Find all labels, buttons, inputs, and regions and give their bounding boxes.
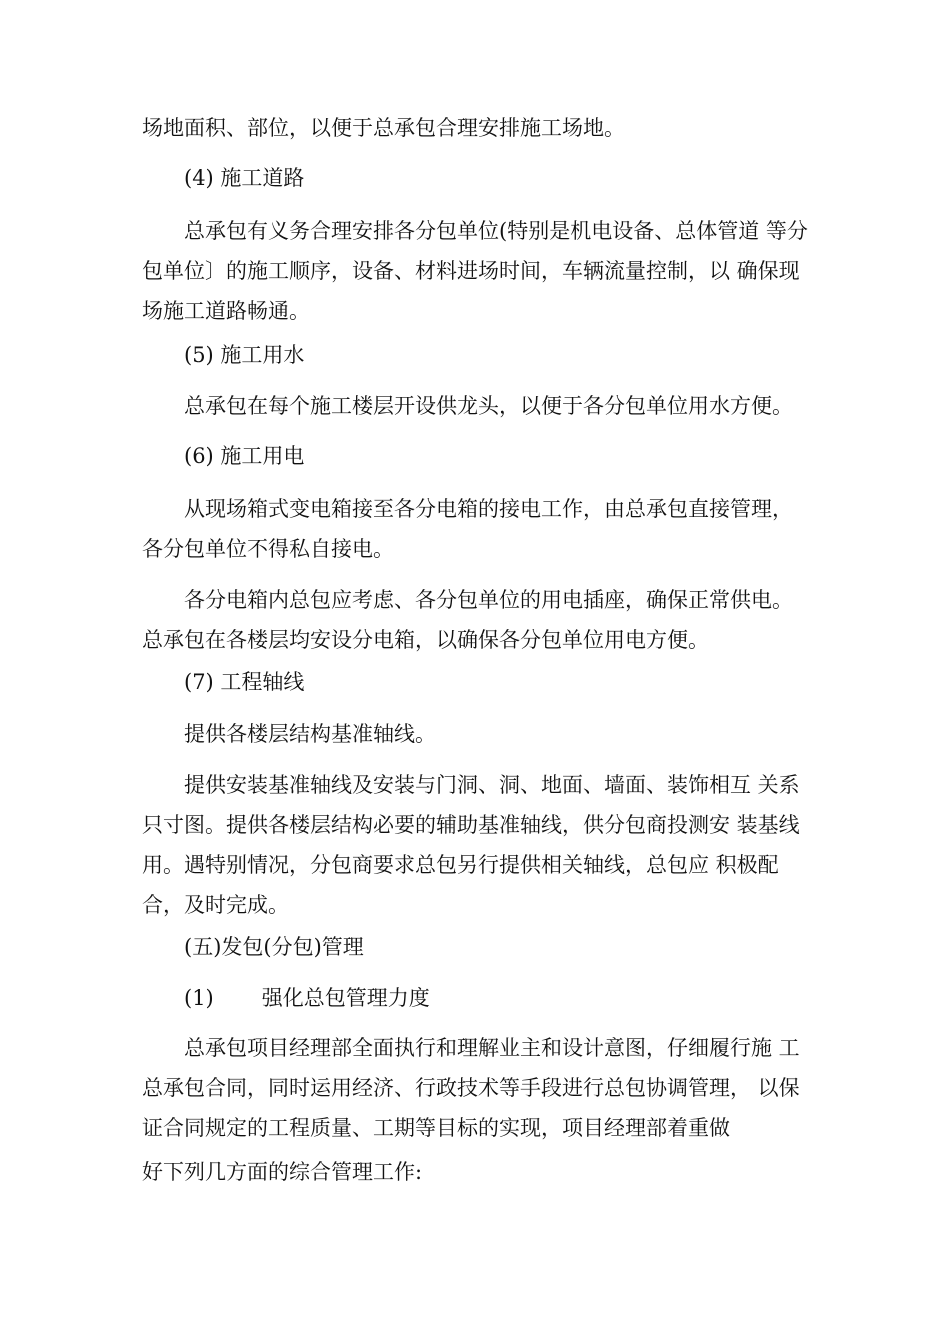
paragraph-distribution-boxes xyxy=(142,580,832,660)
paragraph-project-department xyxy=(142,1028,832,1148)
heading-construction-electricity: (6) 施工用电 xyxy=(184,444,305,468)
paragraph-reference-axis xyxy=(142,714,832,754)
text-line: 各分包单位不得私自接电。 xyxy=(142,537,394,561)
paragraph-construction-water xyxy=(142,386,832,426)
text-line: 包单位〕的施工顺序，设备、材料进场时间，车辆流量控制，以 确保现 xyxy=(142,259,800,283)
text-line: 总承包有义务合理安排各分包单位(特别是机电设备、总体管道 等分 xyxy=(184,219,808,243)
text-line: 总承包项目经理部全面执行和理解业主和设计意图，仔细履行施 工 xyxy=(184,1036,800,1060)
text-line: 总承包合同，同时运用经济、行政技术等手段进行总包协调管理， 以保 xyxy=(142,1076,800,1100)
heading-number: (1) xyxy=(184,986,214,1010)
text-line: 各分电箱内总包应考虑、各分包单位的用电插座，确保正常供电。 xyxy=(184,588,793,612)
text-line: 只寸图。提供各楼层结构必要的辅助基准轴线，供分包商投测安 装基线 xyxy=(142,813,800,837)
text-line: 提供各楼层结构基准轴线。 xyxy=(184,722,436,746)
heading-subcontract-management: (五)发包(分包)管理 xyxy=(184,935,364,959)
paragraph-construction-road xyxy=(142,211,832,331)
paragraph-site-area xyxy=(142,108,832,148)
heading-strengthen-management xyxy=(184,978,874,1018)
paragraph-management-work xyxy=(142,1152,832,1192)
heading-construction-water: (5) 施工用水 xyxy=(184,343,305,367)
paragraph-electricity-connection xyxy=(142,489,832,569)
paragraph-installation-axis xyxy=(142,765,832,925)
text-line: 场地面积、部位，以便于总承包合理安排施工场地。 xyxy=(142,116,625,140)
text-line: 证合同规定的工程质量、工期等目标的实现，项目经理部着重做 xyxy=(142,1116,730,1140)
text-line: 合，及时完成。 xyxy=(142,893,289,917)
text-line: 用。遇特别情况，分包商要求总包另行提供相关轴线，总包应 积极配 xyxy=(142,853,779,877)
text-line: 总承包在每个施工楼层开设供龙头，以便于各分包单位用水方便。 xyxy=(184,394,793,418)
text-line: 场施工道路畅通。 xyxy=(142,299,310,323)
text-line: 总承包在各楼层均安设分电箱，以确保各分包单位用电方便。 xyxy=(142,628,709,652)
heading-engineering-axis: (7) 工程轴线 xyxy=(184,670,305,694)
heading-text: 强化总包管理力度 xyxy=(261,986,430,1010)
text-line: 好下列几方面的综合管理工作: xyxy=(142,1160,423,1184)
heading-construction-road: (4) 施工道路 xyxy=(184,166,305,190)
text-line: 提供安装基准轴线及安装与门洞、洞、地面、墙面、装饰相互 关系 xyxy=(184,773,800,797)
text-line: 从现场箱式变电箱接至各分电箱的接电工作，由总承包直接管理， xyxy=(184,497,793,521)
